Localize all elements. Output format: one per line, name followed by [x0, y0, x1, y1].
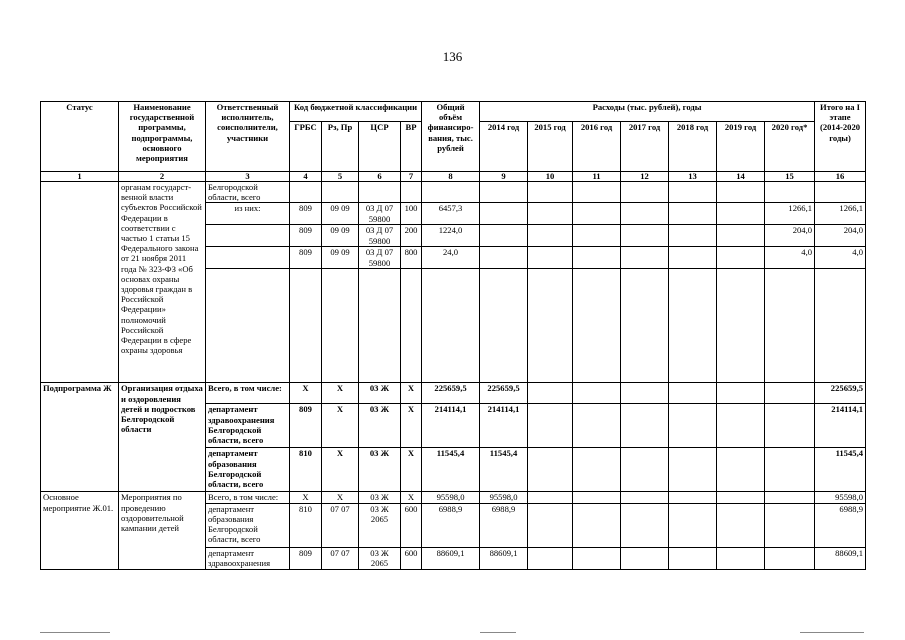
y2020-cell: 4,0 [765, 247, 815, 269]
grbs-cell: 809 [290, 547, 322, 569]
executor-cell: департамент здравоохранения Белгородской области, всего [206, 404, 290, 448]
stage-total-cell: 95598,0 [815, 492, 866, 503]
csr-cell: 03 Д 07 59800 [359, 247, 401, 269]
col-num: 14 [717, 172, 765, 182]
stage-total-cell: 1266,1 [815, 203, 866, 225]
bottom-rule-left [40, 632, 110, 633]
executor-cell: департамент образования Белгородской области, всего [206, 448, 290, 492]
stage-total-cell: 225659,5 [815, 383, 866, 404]
total-cell: 95598,0 [422, 492, 480, 503]
csr-cell: 03 Ж 2065 [359, 503, 401, 547]
executor-cell [206, 225, 290, 247]
budget-table [40, 101, 866, 570]
vr-cell: Х [401, 383, 422, 404]
col-num: 5 [322, 172, 359, 182]
grbs-cell: 810 [290, 503, 322, 547]
header-2018: 2018 год [669, 122, 717, 172]
csr-cell: 03 Ж [359, 492, 401, 503]
col-num: 11 [573, 172, 621, 182]
vr-cell: Х [401, 404, 422, 448]
y2014-cell: 225659,5 [480, 383, 528, 404]
bottom-rule-middle [480, 632, 516, 633]
vr-cell: Х [401, 492, 422, 503]
executor-cell: департамент образования Белгородской области, всего [206, 503, 290, 547]
col-num: 16 [815, 172, 866, 182]
stage-total-cell: 11545,4 [815, 448, 866, 492]
grbs-cell: 809 [290, 203, 322, 225]
total-cell: 6988,9 [422, 503, 480, 547]
total-cell: 214114,1 [422, 404, 480, 448]
y2020-cell: 204,0 [765, 225, 815, 247]
executor-cell: Всего, в том числе: [206, 492, 290, 503]
rzpr-cell: 09 09 [322, 225, 359, 247]
col-num: 6 [359, 172, 401, 182]
table-row [41, 182, 866, 203]
header-2016: 2016 год [573, 122, 621, 172]
header-rzpr: Рз, Пр [322, 122, 359, 172]
header-expenses: Расходы (тыс. рублей), годы [480, 102, 815, 122]
y2014-cell: 11545,4 [480, 448, 528, 492]
col-num: 8 [422, 172, 480, 182]
total-cell: 11545,4 [422, 448, 480, 492]
grbs-cell: 809 [290, 247, 322, 269]
y2014-cell: 95598,0 [480, 492, 528, 503]
column-number-row [41, 172, 866, 182]
stage-total-cell: 4,0 [815, 247, 866, 269]
header-row-1 [41, 102, 866, 122]
rzpr-cell: Х [322, 404, 359, 448]
col-num: 3 [206, 172, 290, 182]
col-num: 15 [765, 172, 815, 182]
rzpr-cell: 09 09 [322, 203, 359, 225]
csr-cell: 03 Ж [359, 404, 401, 448]
vr-cell: 600 [401, 547, 422, 569]
total-cell: 225659,5 [422, 383, 480, 404]
stage-total-cell: 88609,1 [815, 547, 866, 569]
executor-cell: департамент здравоохранения [206, 547, 290, 569]
vr-cell: 100 [401, 203, 422, 225]
header-stage-total: Итого на I этапе (2014-2020 годы) [815, 102, 866, 172]
csr-cell: 03 Д 07 59800 [359, 225, 401, 247]
header-status: Статус [41, 102, 119, 172]
grbs-cell: 810 [290, 448, 322, 492]
total-cell: 1224,0 [422, 225, 480, 247]
rzpr-cell: Х [322, 492, 359, 503]
total-cell: 24,0 [422, 247, 480, 269]
y2020-cell: 1266,1 [765, 203, 815, 225]
header-name: Наименование государственной программы, подпрограммы, основного мероприятия [119, 102, 206, 172]
status-cell [41, 182, 119, 383]
csr-cell: 03 Ж [359, 383, 401, 404]
vr-cell: 600 [401, 503, 422, 547]
csr-cell: 03 Ж 2065 [359, 547, 401, 569]
rzpr-cell: 09 09 [322, 247, 359, 269]
grbs-cell: 809 [290, 225, 322, 247]
csr-cell: 03 Д 07 59800 [359, 203, 401, 225]
total-cell: 6457,3 [422, 203, 480, 225]
rzpr-cell: 07 07 [322, 503, 359, 547]
col-num: 4 [290, 172, 322, 182]
header-csr: ЦСР [359, 122, 401, 172]
table-row [41, 492, 866, 503]
col-num: 2 [119, 172, 206, 182]
col-num: 13 [669, 172, 717, 182]
bottom-rule-right [800, 632, 864, 633]
col-num: 10 [528, 172, 573, 182]
col-num: 7 [401, 172, 422, 182]
csr-cell: 03 Ж [359, 448, 401, 492]
stage-total-cell: 6988,9 [815, 503, 866, 547]
table-row [41, 383, 866, 404]
header-vr: ВР [401, 122, 422, 172]
executor-cell: Белгородской области, всего [206, 182, 290, 203]
rzpr-cell: Х [322, 448, 359, 492]
y2014-cell: 214114,1 [480, 404, 528, 448]
y2014-cell: 6988,9 [480, 503, 528, 547]
executor-cell: из них: [206, 203, 290, 225]
header-2015: 2015 год [528, 122, 573, 172]
program-name-cell: Мероприятия по проведению оздоровительной кампании детей [119, 492, 206, 569]
page-number: 136 [442, 49, 463, 64]
stage-total-cell: 214114,1 [815, 404, 866, 448]
executor-cell [206, 247, 290, 269]
col-num: 9 [480, 172, 528, 182]
col-num: 1 [41, 172, 119, 182]
stage-total-cell: 204,0 [815, 225, 866, 247]
header-2020: 2020 год* [765, 122, 815, 172]
status-cell: Подпрограмма Ж [41, 383, 119, 492]
program-name-cell: Организация отдыха и оздоровления детей и подростков Белгородской области [119, 383, 206, 492]
grbs-cell: Х [290, 492, 322, 503]
col-num: 12 [621, 172, 669, 182]
header-2019: 2019 год [717, 122, 765, 172]
header-2014: 2014 год [480, 122, 528, 172]
vr-cell: 800 [401, 247, 422, 269]
program-name-cell: органам государст-венной власти субъектов Российской Федерации в соответствии с частью 1 статьи 15 Федерального закона от 21 ноября 2011 года № 323-ФЗ «Об основах охраны здоровья граждан в Российской Федерации» полномочий Российской Федерации в сфере охраны здоровья [119, 182, 206, 383]
total-cell: 88609,1 [422, 547, 480, 569]
vr-cell: Х [401, 448, 422, 492]
header-budget-code: Код бюджетной классификации [290, 102, 422, 122]
header-total-volume: Общий объём финансиро-вания, тыс. рублей [422, 102, 480, 172]
header-2017: 2017 год [621, 122, 669, 172]
grbs-cell: 809 [290, 404, 322, 448]
status-cell: Основное мероприятие Ж.01. [41, 492, 119, 569]
header-executor: Ответственный исполнитель, соисполнители, участники [206, 102, 290, 172]
grbs-cell: Х [290, 383, 322, 404]
vr-cell: 200 [401, 225, 422, 247]
rzpr-cell: 07 07 [322, 547, 359, 569]
header-grbs: ГРБС [290, 122, 322, 172]
y2014-cell: 88609,1 [480, 547, 528, 569]
rzpr-cell: Х [322, 383, 359, 404]
executor-cell: Всего, в том числе: [206, 383, 290, 404]
